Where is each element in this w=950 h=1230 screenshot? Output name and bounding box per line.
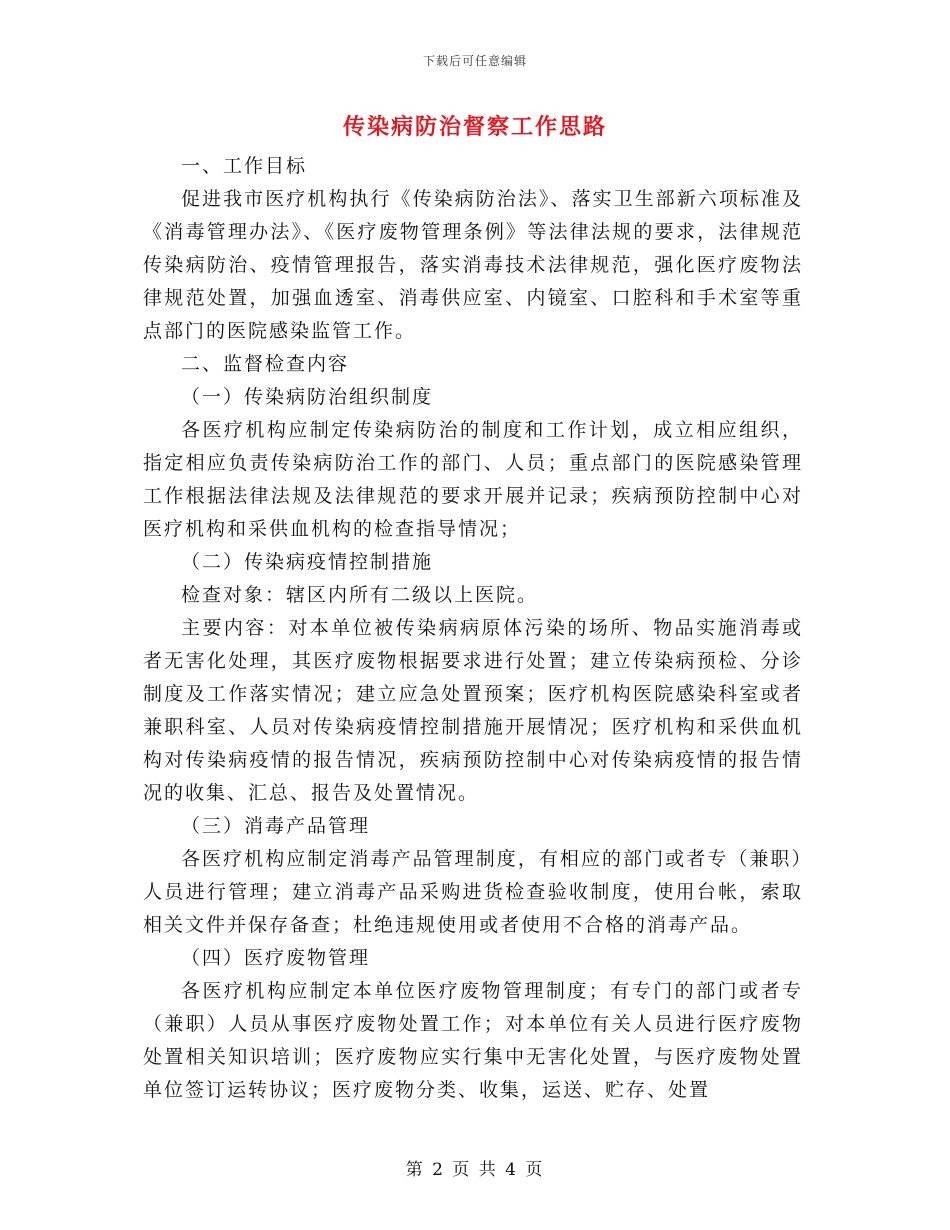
paragraph-medical-waste: 各医疗机构应制定本单位医疗废物管理制度；有专门的部门或者专（兼职）人员从事医疗废物处置工作；对本单位有关人员进行医疗废物处置相关知识培训；医疗废物应实行集中无害化处置，与医疗废物处置单位签订运转协议；医疗废物分类、收集，运送、贮存、处置	[143, 980, 803, 1101]
page-header-note: 下载后可任意编辑	[422, 54, 527, 68]
footer-suffix: 页	[525, 1160, 545, 1180]
subsection-heading-1: （一）传染病防治组织制度	[181, 386, 434, 408]
paragraph-organization: 各医疗机构应制定传染病防治的制度和工作计划，成立相应组织，指定相应负责传染病防治工作的部门、人员；重点部门的医院感染管理工作根据法律法规及法律规范的要求开展并记录；疾病预防控制中心对医疗机构和采供血机构的检查指导情况；	[143, 419, 803, 540]
paragraph-main-content: 主要内容：对本单位被传染病病原体污染的场所、物品实施消毒或者无害化处理，其医疗废物根据要求进行处置；建立传染病预检、分诊制度及工作落实情况；建立应急处置预案；医疗机构医院感染科室或者兼职科室、人员对传染病疫情控制措施开展情况；医疗机构和采供血机构对传染病疫情的报告情况，疾病预防控制中心对传染病疫情的报告情况的收集、汇总、报告及处置情况。	[143, 617, 803, 804]
paragraph-disinfection: 各医疗机构应制定消毒产品管理制度，有相应的部门或者专（兼职）人员进行管理；建立消毒产品采购进货检查验收制度，使用台帐，索取相关文件并保存备查；杜绝违规使用或者使用不合格的消毒产品。	[143, 848, 803, 936]
paragraph-inspection-target: 检查对象：辖区内所有二级以上医院。	[181, 584, 539, 606]
subsection-heading-3: （三）消毒产品管理	[181, 815, 371, 837]
footer-current-page: 2	[432, 1160, 445, 1180]
footer-prefix: 第	[405, 1160, 425, 1180]
section-heading-1: 一、工作目标	[181, 155, 308, 177]
document-title: 传染病防治督察工作思路	[342, 114, 607, 140]
section-heading-2: 二、监督检查内容	[181, 353, 350, 375]
paragraph-goal: 促进我市医疗机构执行《传染病防治法》、落实卫生部新六项标准及《消毒管理办法》、《医疗废物管理条例》等法律法规的要求，法律规范传染病防治、疫情管理报告，落实消毒技术法律规范，强化医疗废物法律规范处置，加强血透室、消毒供应室、内镜室、口腔科和手术室等重点部门的医院感染监管工作。	[143, 188, 803, 342]
footer-total-pages: 4	[505, 1160, 518, 1180]
subsection-heading-4: （四）医疗废物管理	[181, 947, 371, 969]
subsection-heading-2: （二）传染病疫情控制措施	[181, 551, 434, 573]
document-body	[143, 150, 803, 1107]
page-footer	[0, 1155, 950, 1180]
footer-middle: 页 共	[452, 1160, 498, 1180]
